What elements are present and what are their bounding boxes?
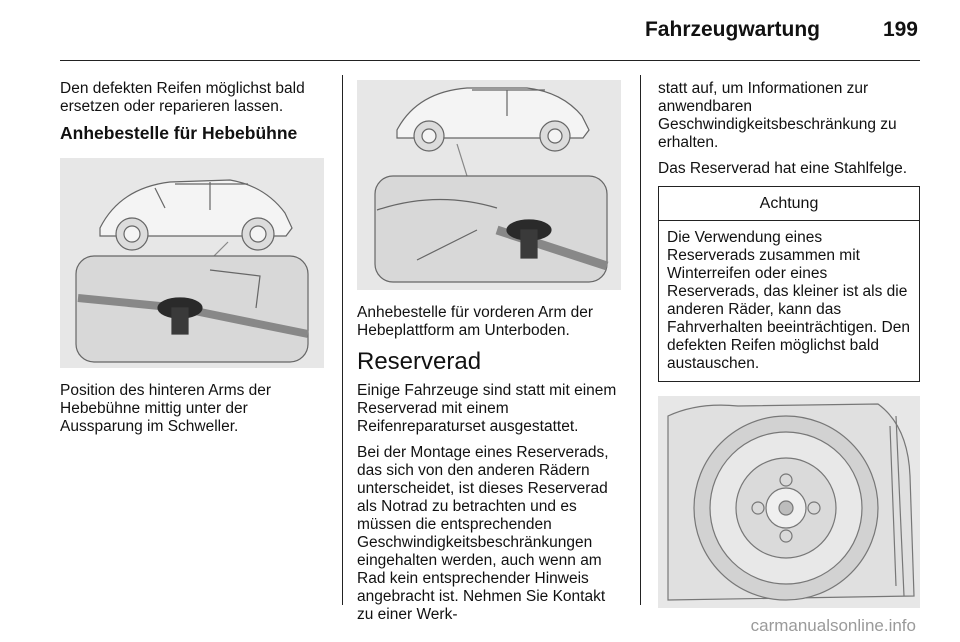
column-3: [658, 80, 922, 608]
page-header-title: Fahrzeugwartung: [644, 18, 820, 41]
column-divider-1: [342, 75, 343, 605]
warning-title: Achtung: [659, 187, 919, 221]
column3-paragraph-1: statt auf, um Informationen zur anwendbaren Geschwindigkeitsbeschränkung zu erhalten.: [658, 80, 897, 151]
page-number: 199: [882, 18, 918, 41]
warning-text: Die Verwendung eines Reserverads zusammen mit Winterreifen oder eines Reserverads, das kleiner ist als die anderen Räder, kann das Fahrverhalten beeinträchtigen. Den defekten Reifen möglichst bald austauschen.: [667, 229, 910, 372]
spare-wheel-paragraph-1: Einige Fahrzeuge sind statt mit einem Reserverad mit einem Reifenreparaturset ausgestattet.: [357, 382, 617, 435]
column-divider-2: [640, 75, 641, 605]
front-lift-caption: Anhebestelle für vorderen Arm der Hebeplattform am Unterboden.: [357, 304, 594, 339]
rear-lift-caption: Position des hinteren Arms der Hebebühne mittig unter der Aussparung im Schweller.: [60, 382, 272, 435]
steel-rim-note: Das Reserverad hat eine Stahlfelge.: [658, 160, 908, 177]
intro-paragraph: Den defekten Reifen möglichst bald ersetzen oder reparieren lassen.: [60, 80, 305, 115]
column-2: [357, 80, 625, 632]
spare-wheel-illustration: [658, 396, 920, 608]
front-lift-point-illustration: [357, 80, 621, 290]
rear-lift-point-illustration: [60, 158, 324, 368]
lift-point-subheading: Anhebestelle für Hebebühne: [60, 123, 298, 143]
column-1: [60, 80, 328, 444]
warning-box: [658, 186, 920, 382]
spare-wheel-heading: Reserverad: [357, 348, 482, 375]
header-divider: [60, 60, 920, 61]
spare-wheel-paragraph-2: Bei der Montage eines Reserverads, das sich von den anderen Rädern unterscheidet, ist dieses Reserverad als Notrad zu betrachten und es müssen die entsprechenden Geschwindigkeitsbeschränkungen eingehalten werden, auch wenn am Rad kein entsprechender Hinweis angebracht ist. Nehmen Sie Kontakt zu einer Werk-: [357, 444, 609, 623]
watermark: carmanualsonline.info: [750, 616, 916, 635]
